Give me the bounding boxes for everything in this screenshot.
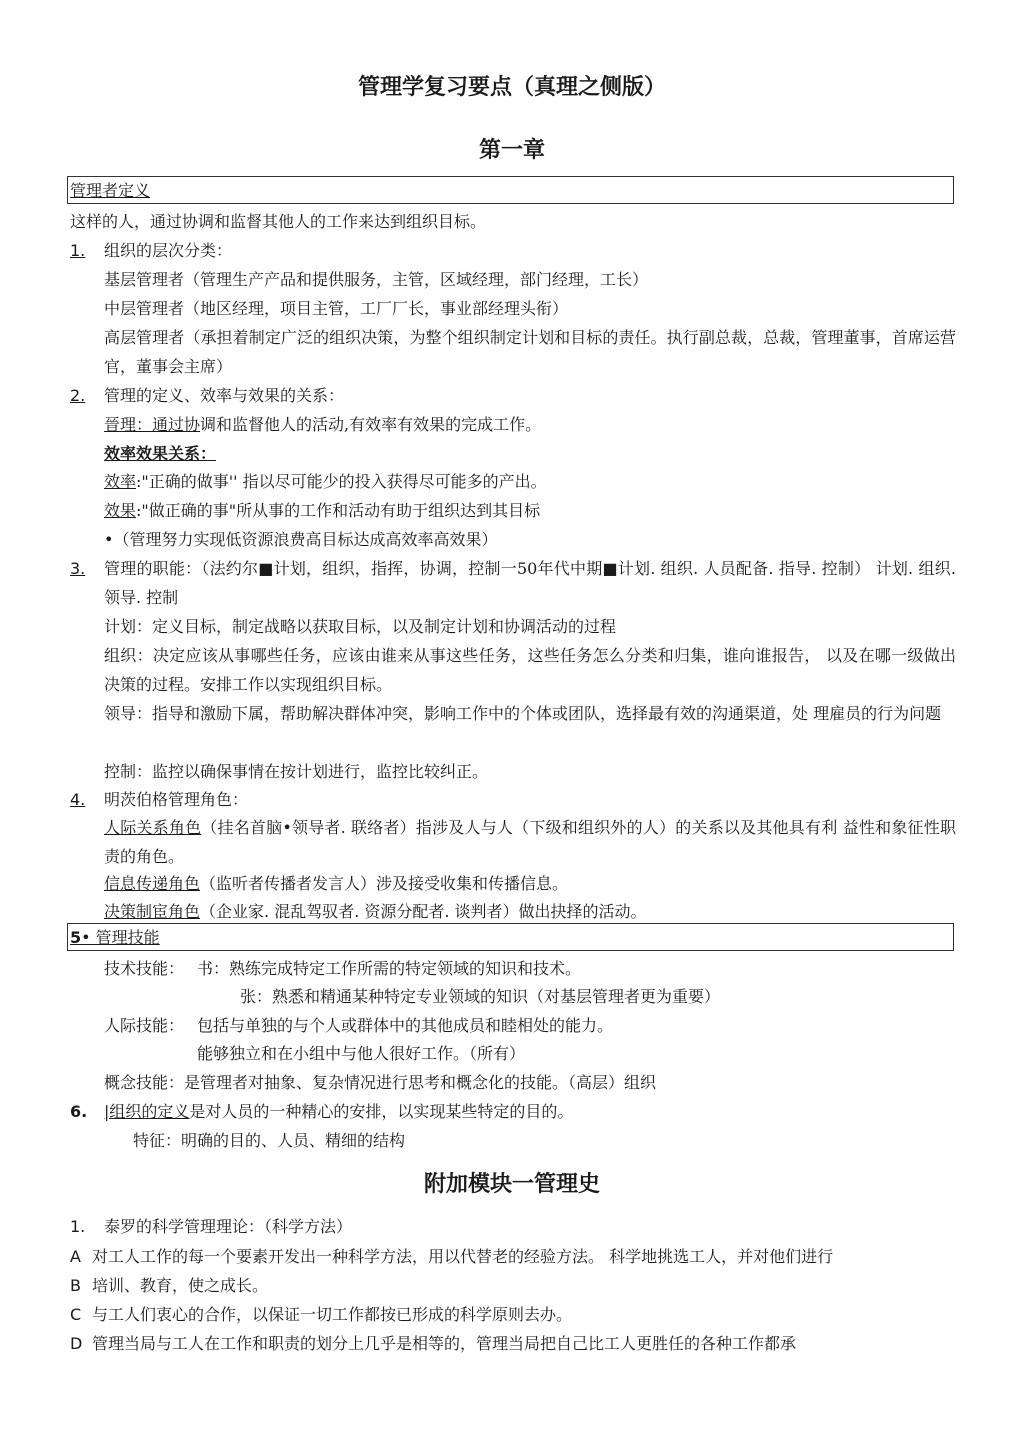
management-skills-label (70, 928, 160, 948)
human-skills-def1: 包括与单独的与个人或群体中的其他成员和睦相处的能力。 (197, 1016, 614, 1035)
item1-number: 1. (70, 241, 86, 260)
point-d-marker: D (70, 1334, 83, 1353)
efficiency-effectiveness-heading: 效率效果关系： (104, 444, 217, 463)
efficiency-line (104, 472, 547, 492)
organize-definition: 组织：决定应该从事哪些任务，应该由谁来从事这些任务，这些任务怎么分类和归集，谁向谁报告， 以及在哪一级做出决策的过程。安排工作以实现组织目标。 (104, 646, 956, 694)
item1-line3: 高层管理者（承担着制定广泛的组织决策，为整个组织制定计划和目标的责任。执行副总裁，总裁，管理董事，首席运营官，董事会主席） (104, 328, 956, 376)
item1-title: 组织的层次分类： (104, 241, 233, 260)
item1-line1: 基层管理者（管理生产产品和提供服务，主管，区域经理，部门经理，工长） (104, 270, 649, 289)
manager-definition-label: 管理者定义 (70, 181, 151, 200)
item4-number: 4. (70, 790, 86, 809)
item2-number: 2. (70, 386, 86, 405)
item3-number: 3. (70, 559, 86, 578)
plan-definition: 计划：定义目标，制定战略以获取目标，以及制定计划和协调活动的过程 (104, 617, 617, 636)
manager-definition-box (67, 176, 954, 204)
interpersonal-roles-text: （挂名首脑•领导者. 联络者）指涉及人与人（下级和组织外的人）的关系以及其他具有利 益性和象征性职责的角色。 (104, 818, 956, 866)
informational-roles (104, 874, 568, 894)
interpersonal-roles (104, 813, 956, 871)
decisional-roles (104, 902, 647, 922)
document-title: 管理学复习要点（真理之侧版） (357, 75, 666, 100)
interpersonal-roles-label: 人际关系角色 (104, 818, 202, 837)
point-c-marker: C (70, 1305, 82, 1324)
management-skills-number: 5 (70, 928, 82, 947)
appendix-item1-number: 1. (70, 1217, 86, 1236)
decisional-roles-text: （企业家. 混乱驾驭者. 资源分配者. 谈判者）做出抉择的活动。 (200, 902, 647, 921)
effectiveness-line (104, 501, 540, 521)
human-skills-def2: 能够独立和在小组中与他人很好工作。（所有） (197, 1044, 526, 1063)
bullet-note: •（管理努力实现低资源浪费高目标达成高效率高效果） (104, 530, 498, 549)
organization-definition (104, 1102, 573, 1122)
manager-definition-text: 这样的人，通过协调和监督其他人的工作来达到组织目标。 (70, 212, 487, 231)
management-skills-box (67, 923, 954, 951)
management-label: 晉理：通过协 (104, 415, 201, 434)
management-skills-title: • 管理技能 (81, 928, 160, 947)
item4-title: 明茨伯格管理角色： (104, 790, 249, 809)
organization-definition-label: |组织的定义 (104, 1102, 190, 1121)
decisional-roles-label: 决策制宦角色 (104, 902, 201, 921)
management-definition (104, 415, 541, 435)
point-c-text: 与工人们衷心的合作，以保证一切工作都按已形成的科学原则去办。 (92, 1305, 573, 1324)
lead-definition: 领导：指导和激励下属，帮助解决群体冲突，影响工作中的个体或团队，选择最有效的沟通渠道，处 理雇员的行为问题 (104, 704, 942, 723)
point-d-text: 管理当局与工人在工作和职责的划分上几乎是相等的，管理当局把自己比工人更胜任的各种工作都承 (92, 1334, 797, 1353)
chapter-heading: 第一章 (478, 138, 545, 163)
effectiveness-label: 效果 (104, 501, 137, 520)
efficiency-label: 效率 (104, 472, 137, 491)
informational-roles-text: （监听者传播者发言人）涉及接受收集和传播信息。 (200, 874, 569, 893)
point-b-text: 培训、教育，使之成长。 (92, 1276, 269, 1295)
informational-roles-label: 信息传递角色 (104, 874, 201, 893)
item6-number: 6. (70, 1102, 88, 1121)
item3-title: 管理的职能：（法约尔■计划，组织，指挥，协调，控制一50年代中期■计划. 组织. 人员配备. 指导. 控制） 计划. 组织. 领导. 控制 (104, 559, 956, 607)
item1-line2: 中层管理者（地区经理，项目主管，工厂厂长，事业部经理头衔） (104, 299, 569, 318)
management-text: 调和监督他人的活动,有效率有效果的完成工作。 (200, 415, 542, 434)
efficiency-text: :"正确的做事'' 指以尽可能少的投入获得尽可能多的产出。 (136, 472, 547, 491)
point-a-text: 对工人工作的每一个要素开发出一种科学方法，用以代替老的经验方法。 科学地挑选工人，并对他们进行 (92, 1247, 834, 1266)
conceptual-skills: 概念技能：是管理者对抽象、复杂情况进行思考和概念化的技能。（高层）组织 (104, 1073, 657, 1092)
item2-title: 管理的定义、效率与效果的关系： (104, 386, 345, 405)
organization-definition-text: 是对人员的一种精心的安排，以实现某些特定的目的。 (189, 1102, 574, 1121)
appendix-heading: 附加模块一管理史 (423, 1172, 600, 1197)
control-definition: 控制：监控以确保事情在按计划进行，监控比较纠正。 (104, 762, 489, 781)
technical-skills-def1: 书：熟练完成特定工作所需的特定领域的知识和技术。 (197, 959, 582, 978)
technical-skills-label: 技术技能： (104, 959, 185, 978)
appendix-item1-text: 泰罗的科学管理理论：（科学方法） (104, 1217, 353, 1236)
human-skills-label: 人际技能： (104, 1016, 185, 1035)
point-a-marker: A (70, 1247, 81, 1266)
point-b-marker: B (70, 1276, 81, 1295)
organization-features: 特征：明确的目的、人员、精细的结构 (133, 1131, 406, 1150)
effectiveness-text: :"做正确的事"所从事的工作和活动有助于组织达到其目标 (136, 501, 541, 520)
technical-skills-def2: 张：熟悉和精通某种特定专业领域的知识（对基层管理者更为重要） (240, 987, 721, 1006)
